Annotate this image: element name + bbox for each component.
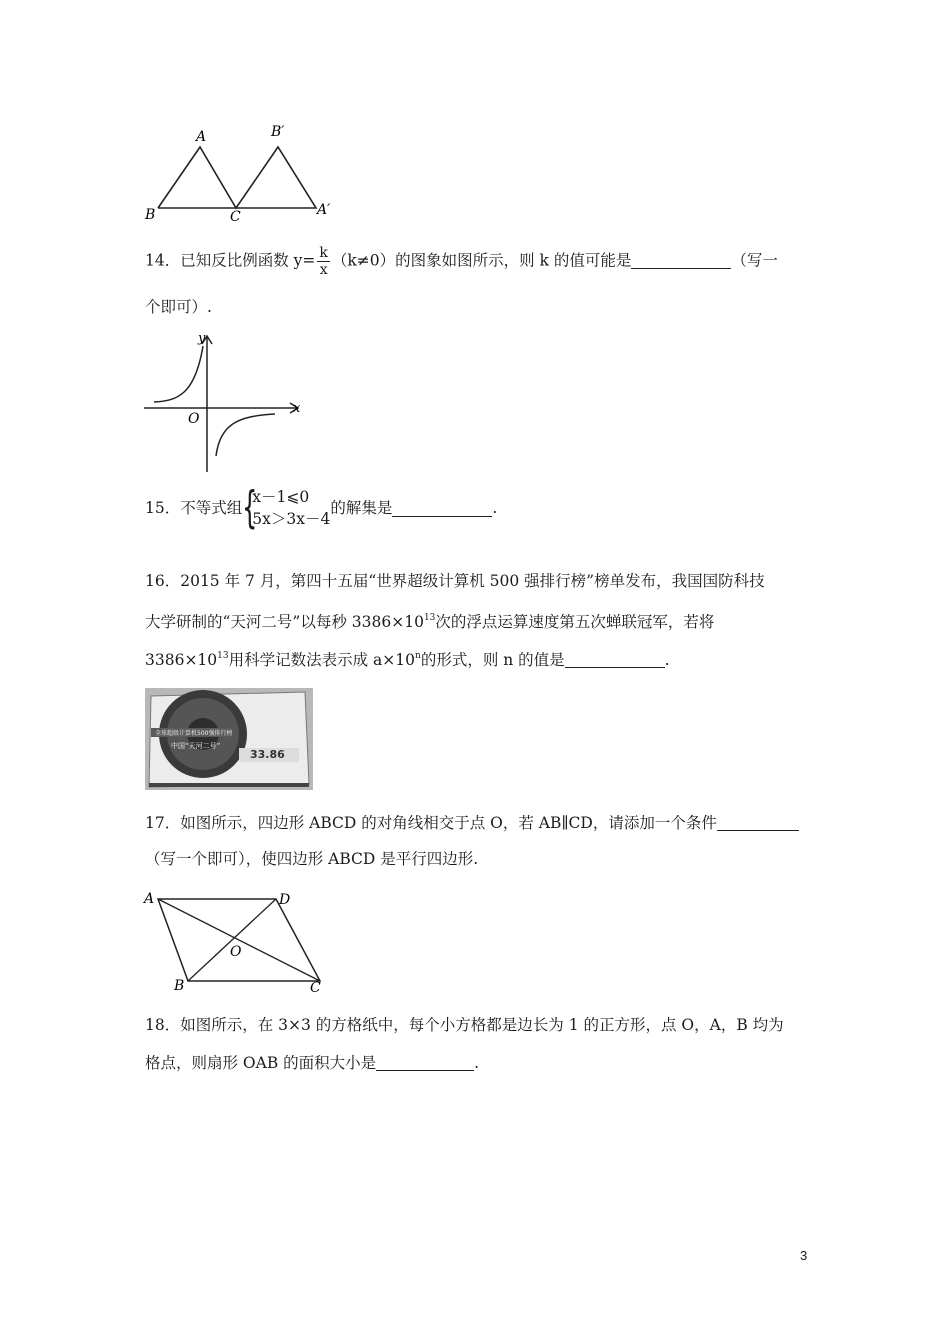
q15-line xyxy=(145,482,498,533)
q15-answer-blank[interactable] xyxy=(392,500,492,517)
q18-answer-blank[interactable] xyxy=(376,1054,474,1071)
q16-l3-exp: 13 xyxy=(217,651,229,661)
axis-x-label: x xyxy=(293,401,301,416)
label-C: C xyxy=(310,980,321,995)
tianhe-photo xyxy=(145,688,313,790)
q14-frac-num: k xyxy=(319,245,328,261)
parallelogram-figure xyxy=(140,885,330,995)
q15-ineq-2: 5x＞3x－4 xyxy=(252,510,331,528)
q15-ineq-1: x－1⩽0 xyxy=(252,488,310,506)
q17-answer-blank[interactable] xyxy=(717,814,799,831)
q15-end: . xyxy=(492,499,498,517)
q14-text-d: 个即可）. xyxy=(145,298,212,316)
photo-value: 33.86 xyxy=(250,748,285,761)
q18-text-2: 格点，则扇形 OAB 的面积大小是 xyxy=(145,1054,377,1072)
q15-inequality-system xyxy=(242,482,331,533)
q14-answer-blank[interactable] xyxy=(631,252,731,269)
q15-prefix: 15．不等式组 xyxy=(145,499,243,517)
q16-l3b: 用科学记数法表示成 a×10 xyxy=(228,651,416,669)
q18-end: . xyxy=(474,1054,480,1072)
q14-line2 xyxy=(145,296,212,318)
label-A: A xyxy=(196,129,207,145)
q16-l2a: 大学研制的“天河二号”以每秒 3386×10 xyxy=(145,613,424,631)
label-A-prime: A′ xyxy=(317,202,331,218)
q14-frac-den: x xyxy=(319,262,328,278)
q14-line1 xyxy=(145,245,778,278)
q16-answer-blank[interactable] xyxy=(565,651,665,668)
q14-text-a: 14．已知反比例函数 y= xyxy=(145,251,316,270)
label-B-prime: B′ xyxy=(271,124,285,140)
q18-line2 xyxy=(145,1052,479,1074)
q18-line1: 18．如图所示，在 3×3 的方格纸中，每个小方格都是边长为 1 的正方形，点 O，A，B 均为 xyxy=(145,1016,784,1034)
photo-caption: 中国“天河二号” xyxy=(171,742,221,750)
label-O: O xyxy=(230,944,242,960)
label-A: A xyxy=(144,891,155,907)
q16-line1: 16．2015 年 7 月，第四十五届“世界超级计算机 500 强排行榜”榜单发布，我国国防科技 xyxy=(145,572,765,590)
q17-line2: （写一个即可），使四边形 ABCD 是平行四边形. xyxy=(145,850,479,868)
label-C: C xyxy=(230,209,241,225)
page-number: 3 xyxy=(800,1248,808,1263)
q14-fraction xyxy=(317,245,329,278)
q15-brace: { xyxy=(242,482,258,533)
hyperbola-graph xyxy=(140,328,310,476)
photo-banner: 全球超级计算机500强排行榜 xyxy=(155,730,233,737)
q16-line2 xyxy=(145,607,714,633)
label-B: B xyxy=(145,207,156,223)
q17-text-1: 17．如图所示，四边形 ABCD 的对角线相交于点 O，若 AB∥CD，请添加一个条件 xyxy=(145,814,717,832)
photo-art xyxy=(145,688,313,790)
q14-text-b: （k≠0）的图象如图所示，则 k 的值可能是 xyxy=(331,251,632,270)
q16-l2-exp: 13 xyxy=(423,613,436,623)
q17-line1 xyxy=(145,812,799,834)
label-D: D xyxy=(279,892,291,908)
axis-y-label: y xyxy=(198,331,206,346)
triangles-figure xyxy=(140,122,340,227)
q16-l3c: 的形式，则 n 的值是 xyxy=(420,651,565,669)
q16-l3-exp-n: n xyxy=(415,651,421,661)
q16-line3 xyxy=(145,645,670,671)
q16-l3end: . xyxy=(664,651,670,669)
q16-l3a: 3386×10 xyxy=(145,651,218,669)
label-B: B xyxy=(174,978,185,994)
origin-label: O xyxy=(188,411,200,427)
q15-suffix: 的解集是 xyxy=(330,499,393,517)
q16-l2b: 次的浮点运算速度第五次蝉联冠军，若将 xyxy=(435,613,715,631)
q14-text-c: （写一 xyxy=(731,251,778,270)
